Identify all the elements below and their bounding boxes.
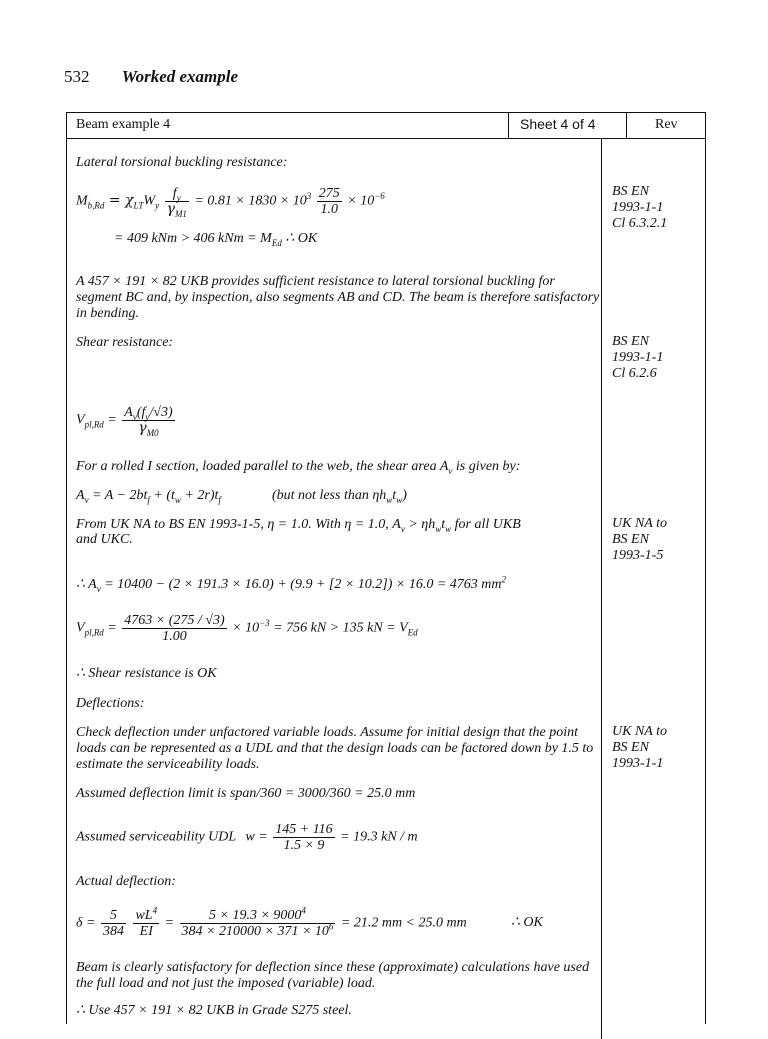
- av-note: [272, 488, 407, 504]
- reference-ltb-line-2: 1993-1-1: [612, 200, 664, 215]
- av-formula-rest: = A − 2bt: [88, 488, 148, 503]
- delta-f3-den-sup: 6: [328, 921, 334, 932]
- delta-lhs: δ =: [76, 915, 99, 931]
- ltb-frac-den-sub: M1: [174, 208, 187, 219]
- av-formula-a: A: [76, 488, 85, 503]
- ltb-eq-end: × 10: [343, 193, 375, 209]
- av-formula-tail: + 2r)t: [180, 488, 219, 503]
- av-note-text: (but not less than ηh: [272, 488, 387, 503]
- use-section-line: ∴ Use 457 × 191 × 82 UKB in Grade S275 steel.: [76, 1003, 352, 1018]
- ltb-frac-den-text: γ: [166, 201, 175, 217]
- reference-ltb: [612, 184, 667, 232]
- page-heading: Worked example: [121, 67, 239, 86]
- vpl-num-a: A: [124, 405, 133, 420]
- delta-fraction-numeric: [180, 905, 336, 939]
- vpl-num-rest: (f: [136, 405, 146, 420]
- shear-area-paragraph: [76, 459, 520, 475]
- delta-result: = 21.2 mm < 25.0 mm: [337, 915, 467, 931]
- uk-na-line-1-sub-3: w: [445, 523, 452, 534]
- deflection-limit-line: Assumed deflection limit is span/360 = 3000/360 = 25.0 mm: [76, 786, 416, 801]
- delta-fraction-wl4-ei: [133, 905, 159, 939]
- av-calculation: [76, 574, 507, 594]
- ltb-heading: Lateral torsional buckling resistance:: [76, 155, 288, 170]
- ltb-frac-den: [165, 202, 189, 217]
- reference-defl-line-2: BS EN: [612, 740, 649, 755]
- ltb-frac-num: [165, 186, 189, 202]
- delta-f2-num: [133, 905, 159, 924]
- vpl2-tail-sub: Ed: [407, 627, 418, 638]
- ltb-eq2-text: = 409 kNm > 406 kNm = M: [114, 231, 272, 246]
- av-calc-sup: 2: [501, 574, 507, 585]
- ltb-eq-mid-sup: 3: [306, 191, 312, 202]
- deflection-equation: [76, 905, 467, 939]
- delta-f1-den: 384: [102, 924, 124, 939]
- uk-na-line-1-sub-2: w: [435, 523, 442, 534]
- ltb-eq-w: W: [143, 193, 156, 209]
- reference-defl-line-3: 1993-1-1: [612, 756, 664, 771]
- reference-defl-line-1: UK NA to: [612, 724, 667, 739]
- reference-shear: [612, 334, 663, 382]
- ltb-equation-1: [76, 186, 385, 217]
- ltb-eq-w-sub: y: [155, 200, 160, 211]
- vpl-den-sub: M0: [146, 427, 159, 438]
- ltb-fraction-fy-gamma: [165, 186, 189, 217]
- sheet-title: Beam example 4: [67, 113, 509, 138]
- reference-ltb-line-1: BS EN: [612, 184, 649, 199]
- av-calc-text: ∴ A: [76, 577, 97, 592]
- av-note-sub-2: w: [396, 494, 403, 505]
- shear-area-end: is given by:: [452, 459, 521, 474]
- vpl-frac-den: [122, 421, 174, 436]
- delta-f3-num-sup: 4: [301, 905, 306, 916]
- final-paragraph: Beam is clearly satisfactory for deflection since these (approximate) calculations have used the full load and not just the imposed (variable) load.: [76, 960, 590, 991]
- reference-shear-line-3: Cl 6.2.6: [612, 366, 657, 381]
- vpl2-eq: =: [103, 620, 121, 636]
- delta-f2-num-text: wL: [135, 908, 153, 923]
- delta-f3-num: [180, 905, 336, 924]
- reference-uk-na-line-2: BS EN: [612, 532, 649, 547]
- ltb-frac2-den: 1.0: [320, 202, 339, 217]
- ltb-eq-end-sup: −6: [374, 191, 385, 202]
- ltb-fraction-275: [317, 186, 342, 217]
- vpl2-tail: = 756 kN > 135 kN = V: [269, 620, 408, 636]
- uk-na-line-1-mid: > ηh: [404, 517, 436, 532]
- reference-uk-na-line-3: 1993-1-5: [612, 548, 664, 563]
- udl-result: = 19.3 kN / m: [336, 829, 418, 845]
- shear-area-sub: v: [448, 465, 453, 476]
- deflections-paragraph: Check deflection under unfactored variable loads. Assume for initial design that the point loads can be represented as a UDL and that the design loads can be factored down by 1.5 to estimate the serviceability loads.: [76, 725, 594, 772]
- av-note-sub-1: w: [386, 494, 393, 505]
- vpl-frac-num: [122, 405, 174, 421]
- vpl-eq: =: [103, 412, 121, 428]
- actual-deflection-heading: Actual deflection:: [76, 874, 176, 889]
- av-formula-mid: + (t: [149, 488, 175, 503]
- vpl-equation: [76, 405, 177, 436]
- ltb-paragraph: A 457 × 191 × 82 UKB provides sufficient resistance to lateral torsional buckling for segment BC and, by inspection, also segments AB and CD. The beam is therefore satisfactory in bending.: [76, 274, 600, 321]
- ltb-equation-2: [114, 231, 317, 247]
- uk-na-line-1: [76, 517, 521, 533]
- uk-na-line-1-t: t: [441, 517, 446, 532]
- ltb-eq2-sub: Ed: [271, 237, 282, 248]
- uk-na-line-2: and UKC.: [76, 532, 133, 547]
- reference-uk-na-line-1: UK NA to: [612, 516, 667, 531]
- ltb-eq2-ok: ∴ OK: [281, 231, 318, 246]
- shear-area-text: For a rolled I section, loaded parallel to the web, the shear area A: [76, 459, 449, 474]
- deflection-ok: ∴ OK: [511, 915, 543, 930]
- ltb-frac-num-text: f: [172, 186, 177, 201]
- ltb-eq-chi-sub: LT: [133, 200, 144, 211]
- udl-frac-num: 145 + 116: [275, 822, 333, 837]
- udl-frac-den: 1.5 × 9: [283, 838, 325, 853]
- av-formula-mid-sub: w: [174, 494, 181, 505]
- reference-uk-na-1993-1-1: [612, 724, 667, 772]
- vpl-lhs: V: [76, 412, 85, 428]
- sheet-number: Sheet 4 of 4: [509, 113, 627, 138]
- ltb-eq-mid: = 0.81 × 1830 × 10: [190, 193, 307, 209]
- vpl-num-rest-sub: y: [145, 411, 150, 422]
- uk-na-line-1-sub-1: v: [400, 523, 405, 534]
- delta-f2-den: EI: [139, 924, 153, 939]
- page-number: 532: [64, 67, 90, 86]
- reference-column-divider: [601, 139, 602, 1039]
- delta-f3-num-text: 5 × 19.3 × 9000: [209, 908, 302, 923]
- deflections-heading: Deflections:: [76, 696, 145, 711]
- delta-f1-num: 5: [101, 908, 126, 924]
- vpl2-fraction: [122, 613, 226, 644]
- reference-uk-na-1993-1-5: [612, 516, 667, 564]
- shear-heading: Shear resistance:: [76, 335, 174, 350]
- reference-ltb-line-3: Cl 6.3.2.1: [612, 216, 668, 231]
- vpl-fraction: [122, 405, 174, 436]
- av-formula-a-sub: v: [84, 494, 89, 505]
- ltb-frac2-num: 275: [318, 186, 340, 201]
- vpl-calculation: [76, 613, 418, 644]
- shear-ok-line: ∴ Shear resistance is OK: [76, 666, 217, 681]
- av-calc-sub: v: [96, 583, 101, 594]
- reference-shear-line-1: BS EN: [612, 334, 649, 349]
- udl-fraction: [273, 822, 334, 853]
- ltb-eq-chi: = χ: [104, 192, 134, 209]
- udl-equation: [76, 822, 418, 853]
- uk-na-line-1-end: for all UKB: [451, 517, 521, 532]
- udl-label: Assumed serviceability UDL: [76, 829, 236, 845]
- sheet-header-row: [67, 113, 705, 139]
- udl-w: w =: [245, 829, 272, 845]
- vpl-lhs-sub: pl,Rd: [84, 419, 104, 430]
- av-note-end: ): [402, 488, 407, 503]
- av-calc-rest: = 10400 − (2 × 191.3 × 16.0) + (9.9 + [2 × 10.2]) × 16.0 = 4763 mm: [100, 577, 502, 592]
- ltb-eq-lhs: M: [76, 193, 88, 209]
- reference-shear-line-2: 1993-1-1: [612, 350, 664, 365]
- ltb-frac-num-sub: y: [176, 192, 181, 203]
- vpl2-frac-num: 4763 × (275 / √3): [124, 613, 225, 628]
- delta-f2-num-sup: 4: [152, 905, 158, 916]
- delta-fraction-5-384: [101, 908, 126, 939]
- sheet-rev: Rev: [655, 117, 678, 132]
- av-formula: [76, 488, 221, 504]
- delta-f3-den-text: 384 × 210000 × 371 × 10: [181, 924, 329, 939]
- vpl-num-tail: /√3): [149, 405, 173, 420]
- vpl2-rest: × 10: [228, 620, 260, 636]
- uk-na-line-1-text: From UK NA to BS EN 1993-1-5, η = 1.0. With η = 1.0, A: [76, 517, 401, 532]
- vpl2-lhs: V: [76, 620, 85, 636]
- delta-f3-den: [180, 921, 336, 939]
- vpl2-frac-den: 1.00: [162, 629, 187, 644]
- vpl-den-gamma: γ: [138, 420, 147, 436]
- page-header: [64, 66, 238, 88]
- av-formula-tail-sub: f: [218, 494, 221, 505]
- ltb-eq-lhs-sub: b,Rd: [87, 200, 105, 211]
- av-formula-rest-sub: f: [147, 494, 150, 505]
- vpl2-lhs-sub: pl,Rd: [84, 627, 104, 638]
- av-note-t: t: [392, 488, 397, 503]
- vpl2-rest-sup: −3: [259, 618, 270, 629]
- delta-eq: =: [161, 915, 178, 931]
- vpl-num-a-sub: v: [132, 411, 137, 422]
